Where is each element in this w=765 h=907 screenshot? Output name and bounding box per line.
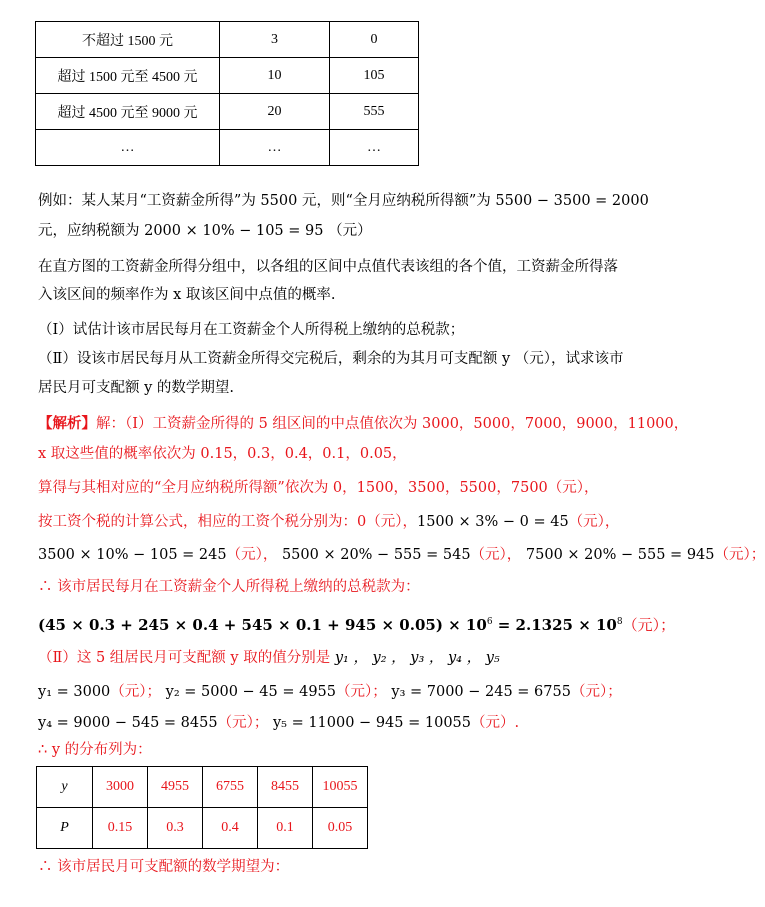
table-row [36,130,419,166]
formula: y₁ = 3000 [38,684,111,700]
table-cell: 超过 4500 元至 9000 元 [36,94,220,130]
solution-line-1 [38,414,688,434]
solution-line-11: ∴ y 的分布列为： [38,742,152,758]
table-cell: 0.3 [148,808,203,849]
unit: （元）； [217,715,269,731]
question-1: （Ⅰ）试估计该市居民每月在工资薪金个人所得税上缴纳的总税款； [38,322,465,338]
table-cell: 3 [220,22,330,58]
table-cell: 6755 [203,767,258,808]
table-cell: 0 [330,22,419,58]
row-label-y: y [37,767,93,808]
table-row [36,22,419,58]
tax-rate-table [35,21,419,166]
unit: （元）； [110,684,162,700]
solution-line-10 [38,713,519,733]
table-cell: … [36,130,220,166]
table-cell: 0.1 [258,808,313,849]
exponent: 6 [486,617,493,627]
table-cell: 3000 [93,767,148,808]
table-cell: 105 [330,58,419,94]
solution-line-6: ∴ 该市居民每月在工资薪金个人所得税上缴纳的总税款为： [38,579,420,595]
unit: （元）； [570,684,622,700]
assumption-line-2: 入该区间的频率作为 x 取该区间中点值的概率. [38,287,336,303]
solution-line-7 [38,612,675,635]
solution-text: （Ⅱ）这 5 组居民月可支配额 y 取的值分别是 [38,650,331,666]
unit: （元）， [470,547,522,563]
example-line-2: 元，应纳税额为 2000 × 10% − 105 = 95 （元） [38,223,372,239]
example-line-1: 例如：某人某月“工资薪金所得”为 5500 元，则“全月应纳税所得额”为 5500 − 3500 = 2000 [38,193,649,209]
table-cell: 超过 1500 元至 4500 元 [36,58,220,94]
solution-text: 按工资个税的计算公式，相应的工资个税分别为：0（元）， [38,514,417,530]
table-cell: 8455 [258,767,313,808]
formula: 7500 × 20% − 555 = 945 [525,547,715,563]
formula: (45 × 0.3 + 245 × 0.4 + 545 × 0.1 + 945 × 0.05) × 10 [38,616,487,634]
unit: （元）； [622,616,676,634]
question-2-line-1: （Ⅱ）设该市居民每月从工资薪金所得交完税后，剩余的为其月可支配额 y （元），试求该市 [38,351,624,367]
table-cell: 20 [220,94,330,130]
unit: （元）； [336,684,387,700]
table-row [37,808,368,849]
table-cell: 0.15 [93,808,148,849]
assumption-line-1: 在直方图的工资薪金所得分组中，以各组的区间中点值代表该组的各个值，工资薪金所得落 [38,259,618,275]
solution-line-2: x 取这些值的概率依次为 0.15，0.3，0.4，0.1，0.05， [38,446,407,462]
solution-line-8 [38,648,500,668]
table-cell: … [220,130,330,166]
formula: 1500 × 3% − 0 = 45 [416,514,569,530]
formula: = 2.1325 × 10 [492,616,617,634]
table-cell: 4955 [148,767,203,808]
distribution-table [36,766,368,849]
exponent: 8 [616,617,623,627]
table-cell: 0.4 [203,808,258,849]
table-cell: 555 [330,94,419,130]
solution-line-5 [38,545,765,565]
table-cell: 0.05 [313,808,368,849]
table-cell: 10 [220,58,330,94]
row-label-p: P [37,808,93,849]
table-cell: 10055 [313,767,368,808]
table-row [36,94,419,130]
unit: （元）. [471,715,520,731]
formula: y₄ = 9000 − 545 = 8455 [38,715,218,731]
solution-line-3: 算得与其相对应的“全月应纳税所得额”依次为 0，1500，3500，5500，7500（元）， [38,480,599,496]
unit: （元）； [714,547,765,563]
solution-line-4 [38,512,619,532]
formula: 5500 × 20% − 555 = 545 [281,547,471,563]
table-row [37,767,368,808]
solution-text: 解：（Ⅰ）工资薪金所得的 5 组区间的中点值依次为 3000，5000，7000，9000，11000， [96,416,689,432]
formula: y₃ = 7000 − 245 = 6755 [391,684,571,700]
unit: （元）， [568,514,620,530]
table-cell: … [330,130,419,166]
solution-line-12: ∴ 该市居民月可支配额的数学期望为： [38,859,290,875]
table-cell: 不超过 1500 元 [36,22,220,58]
solution-tag: 【解析】 [38,415,96,432]
table-row [36,58,419,94]
variables: y₁ ， y₂ ， y₃ ， y₄ ， y₅ [334,650,500,666]
formula: y₂ = 5000 − 45 = 4955 [165,684,337,700]
unit: （元）， [226,547,278,563]
formula: 3500 × 10% − 105 = 245 [38,547,227,563]
solution-line-9 [38,682,622,702]
formula: y₅ = 11000 − 945 = 10055 [272,715,471,731]
question-2-line-2: 居民月可支配额 y 的数学期望. [38,380,235,396]
